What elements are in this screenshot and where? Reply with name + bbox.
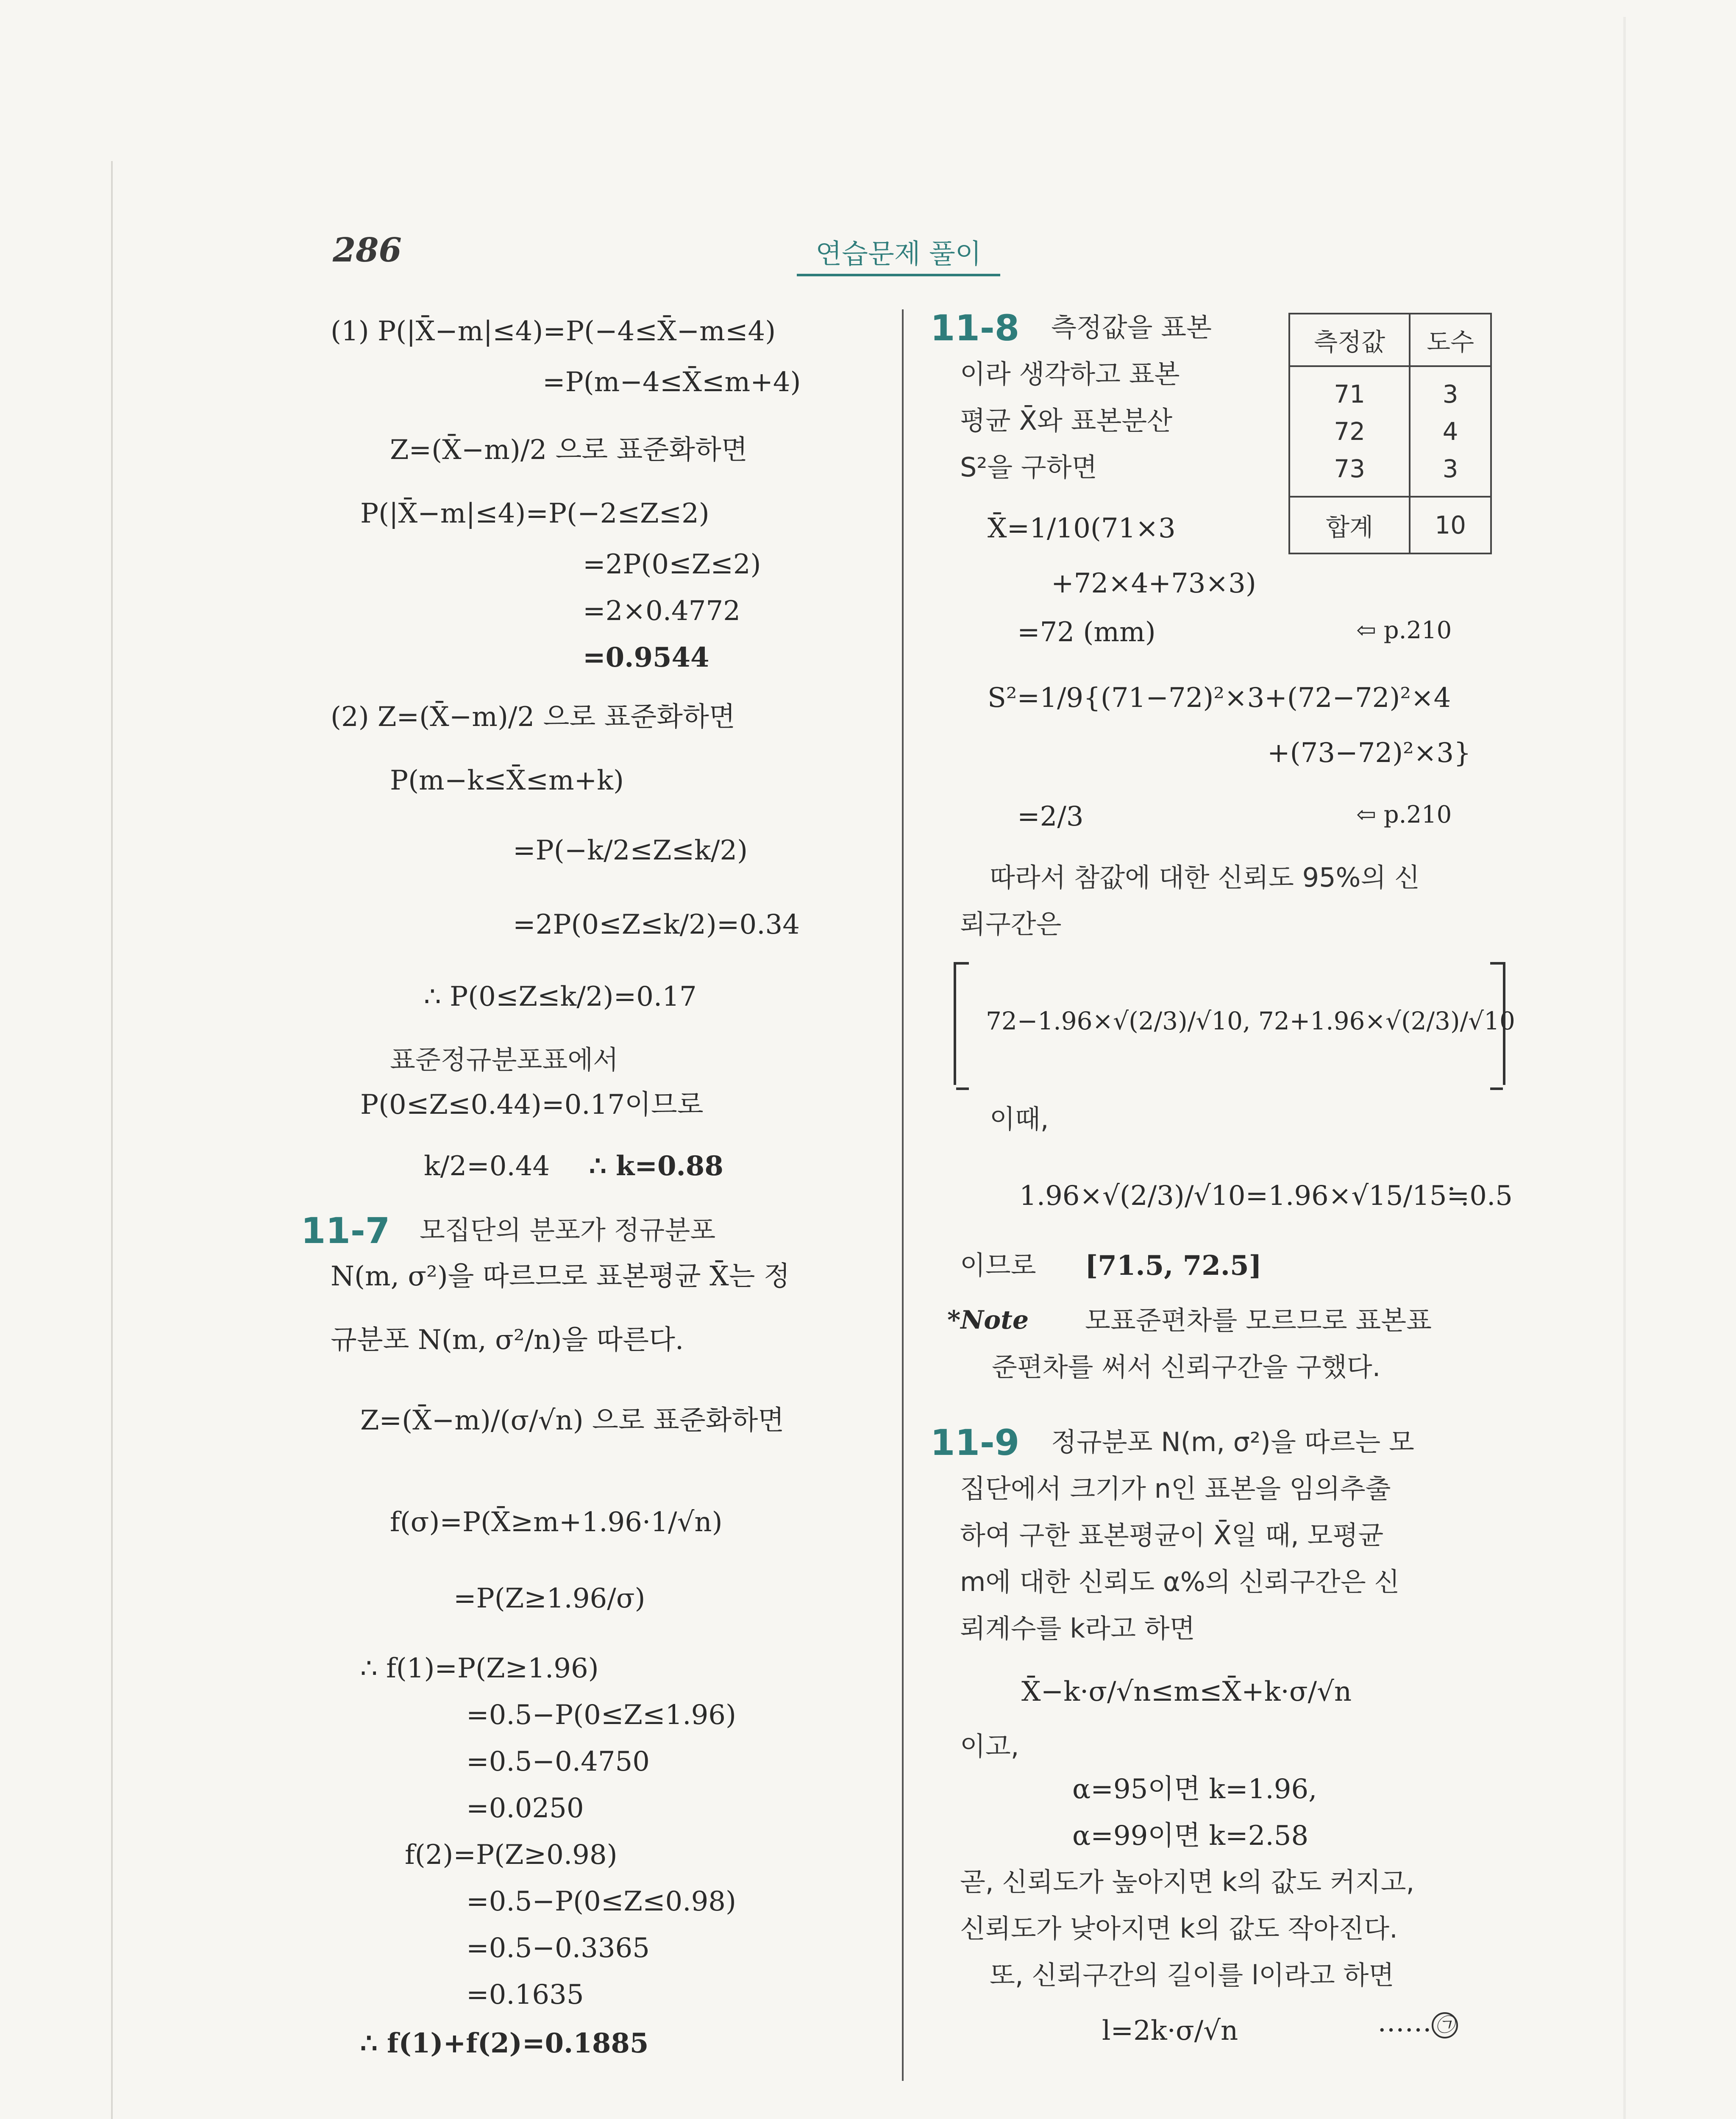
solution-line: 규분포 N(m, σ²/n)을 따른다. <box>331 1324 684 1356</box>
solution-line: +(73−72)²×3} <box>1267 737 1471 769</box>
solution-line: 뢰계수를 k라고 하면 <box>960 1613 1195 1644</box>
solution-line: ∴ P(0≤Z≤k/2)=0.17 <box>424 981 697 1012</box>
solution-line: =0.5−P(0≤Z≤0.98) <box>466 1886 736 1917</box>
solution-answer: =0.9544 <box>583 642 709 673</box>
table-row <box>1289 450 1491 497</box>
table-cell: 10 <box>1410 497 1491 553</box>
note-line: 준편차를 써서 신뢰구간을 구했다. <box>992 1351 1381 1382</box>
column-divider <box>902 309 904 2081</box>
table-cell: 71 <box>1334 380 1366 409</box>
solution-line: 모집단의 분포가 정규분포 <box>420 1215 716 1246</box>
solution-answer: [71.5, 72.5] <box>1085 1250 1262 1282</box>
solution-line: α=99이면 k=2.58 <box>1072 1820 1309 1852</box>
table-total-row <box>1289 497 1491 553</box>
solution-line: 하여 구한 표본평균이 X̄일 때, 모평균 <box>960 1520 1384 1551</box>
solution-line: (1) P(|X̄−m|≤4)=P(−4≤X̄−m≤4) <box>331 316 776 347</box>
solution-line: =P(Z≥1.96/σ) <box>453 1583 645 1614</box>
page-reference: ⇦ p.210 <box>1356 617 1452 644</box>
solution-line: 정규분포 N(m, σ²)을 따르는 모 <box>1051 1427 1414 1457</box>
solution-line: 이라 생각하고 표본 <box>960 359 1180 389</box>
solution-line: =0.1635 <box>466 1979 584 2011</box>
solution-line: 집단에서 크기가 n인 표본을 임의추출 <box>960 1473 1391 1504</box>
table-row <box>1289 366 1491 413</box>
solution-line: f(2)=P(Z≥0.98) <box>405 1839 618 1871</box>
note-line: 모표준편차를 모르므로 표본표 <box>1085 1305 1432 1336</box>
problem-number: 11-8 <box>930 307 1020 349</box>
solution-line: l=2k·σ/√n <box>1102 2015 1238 2047</box>
table-cell: 72 <box>1334 417 1366 446</box>
solution-answer: ∴ f(1)+f(2)=0.1885 <box>360 2027 649 2059</box>
solution-line: ∴ f(1)=P(Z≥1.96) <box>360 1653 599 1684</box>
solution-line: =2P(0≤Z≤2) <box>583 549 761 580</box>
solution-line: P(0≤Z≤0.44)=0.17이므로 <box>360 1089 704 1121</box>
solution-line: 따라서 참값에 대한 신뢰도 95%의 신 <box>990 862 1420 893</box>
table-cell: 3 <box>1410 450 1491 497</box>
marker-dots: …… <box>1377 2007 1432 2038</box>
solution-line: =2×0.4772 <box>583 595 740 627</box>
solution-line: X̄−k·σ/√n≤m≤X̄+k·σ/√n <box>1021 1676 1352 1707</box>
solution-line: S²을 구하면 <box>960 452 1097 483</box>
solution-line: =2/3 <box>1017 801 1084 832</box>
running-head: 연습문제 풀이 <box>797 232 1000 276</box>
page-number: 286 <box>333 231 402 270</box>
table-cell: 3 <box>1410 366 1491 413</box>
solution-line: 곧, 신뢰도가 높아지면 k의 값도 커지고, <box>960 1866 1415 1897</box>
circled-label-icon: ㉠ <box>1432 2012 1458 2038</box>
problem-number: 11-7 <box>301 1210 390 1251</box>
binding-gutter <box>111 161 113 2119</box>
problem-number: 11-9 <box>930 1422 1020 1463</box>
solution-line: 표준정규분포표에서 <box>390 1044 619 1075</box>
solution-line: 또, 신뢰구간의 길이를 l이라고 하면 <box>990 1960 1394 1991</box>
solution-line: 이때, <box>990 1104 1049 1135</box>
solution-line: =P(m−4≤X̄≤m+4) <box>542 367 801 398</box>
solution-line: X̄=1/10(71×3 <box>988 513 1176 544</box>
solution-line: k/2=0.44 <box>424 1151 550 1182</box>
table-row <box>1289 413 1491 450</box>
solution-line: S²=1/9{(71−72)²×3+(72−72)²×4 <box>988 682 1451 714</box>
solution-line: P(m−k≤X̄≤m+k) <box>390 765 624 796</box>
solution-line: P(|X̄−m|≤4)=P(−2≤Z≤2) <box>360 498 709 529</box>
solution-line: =0.0250 <box>466 1793 584 1824</box>
solution-line: =0.5−0.4750 <box>466 1746 650 1777</box>
solution-line: 신뢰도가 낮아지면 k의 값도 작아진다. <box>960 1913 1398 1944</box>
page-edge <box>1623 17 1626 2119</box>
confidence-interval-bracket <box>954 962 1515 1085</box>
table-cell: 4 <box>1410 413 1491 450</box>
solution-line: 평균 X̄와 표본분산 <box>960 405 1173 436</box>
solution-answer: ∴ k=0.88 <box>589 1150 723 1182</box>
solution-line: =P(−k/2≤Z≤k/2) <box>513 835 748 866</box>
solution-line: 측정값을 표본 <box>1051 312 1212 343</box>
solution-line: 이므로 <box>960 1250 1036 1281</box>
solution-line: =0.5−P(0≤Z≤1.96) <box>466 1699 736 1731</box>
solution-line: m에 대한 신뢰도 α%의 신뢰구간은 신 <box>960 1566 1400 1597</box>
solution-line: =0.5−0.3365 <box>466 1933 650 1964</box>
solution-line: (2) Z=(X̄−m)/2 으로 표준화하면 <box>331 701 735 733</box>
frequency-table <box>1288 313 1492 554</box>
solution-line: Z=(X̄−m)/(σ/√n) 으로 표준화하면 <box>360 1405 785 1436</box>
table-cell: 합계 <box>1289 497 1410 553</box>
interval-expression: 72−1.96×√(2/3)/√10, 72+1.96×√(2/3)/√10 <box>986 1007 1515 1035</box>
page-reference: ⇦ p.210 <box>1356 801 1452 829</box>
solution-line: +72×4+73×3) <box>1051 568 1256 599</box>
equation-marker <box>1377 2009 1458 2038</box>
table-header: 측정값 <box>1289 314 1410 366</box>
solution-line: 이고, <box>960 1731 1019 1762</box>
solution-line: f(σ)=P(X̄≥m+1.96·1/√n) <box>390 1507 723 1538</box>
solution-line: 1.96×√(2/3)/√10=1.96×√15/15≒0.5 <box>1019 1180 1513 1212</box>
table-header: 도수 <box>1410 314 1491 366</box>
solution-line: Z=(X̄−m)/2 으로 표준화하면 <box>390 434 748 466</box>
solution-line: 뢰구간은 <box>960 909 1062 940</box>
solution-line: α=95이면 k=1.96, <box>1072 1774 1317 1805</box>
table-cell: 73 <box>1334 454 1366 483</box>
solution-line: =72 (mm) <box>1017 617 1156 648</box>
note-label: *Note <box>947 1305 1029 1335</box>
solution-line: =2P(0≤Z≤k/2)=0.34 <box>513 909 800 940</box>
solution-line: N(m, σ²)을 따르므로 표본평균 X̄는 정 <box>331 1261 790 1292</box>
